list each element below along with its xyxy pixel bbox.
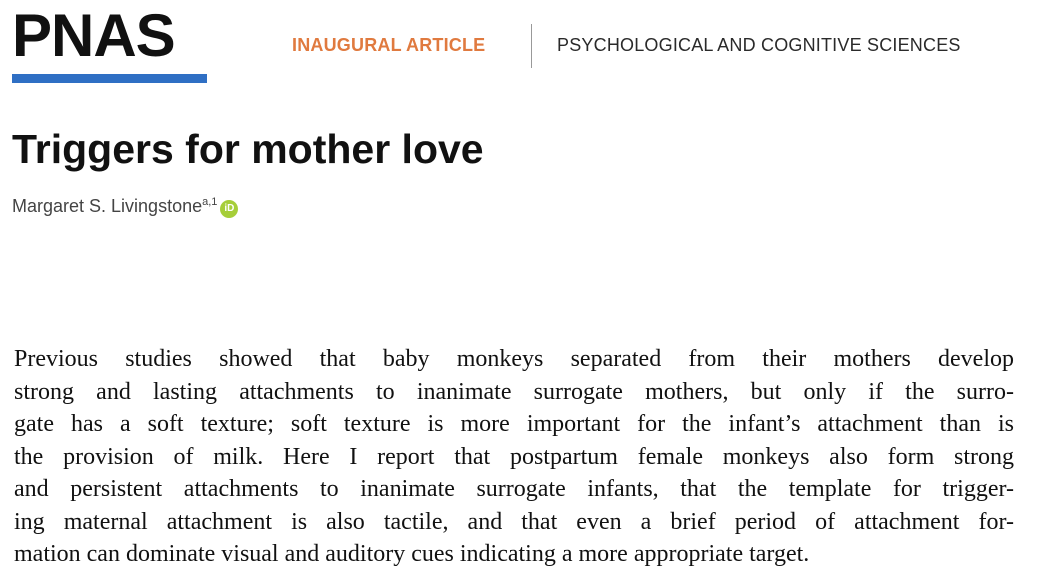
abstract-line: and persistent attachments to inanimate surrogate infants, that the template for trigger- [14, 476, 1014, 502]
abstract-line: ing maternal attachment is also tactile, and that even a brief period of attachment for- [14, 508, 1014, 535]
journal-logo[interactable] [12, 2, 208, 84]
abstract-line: mation can dominate visual and auditory cues indicating a more appropriate target. [14, 541, 810, 567]
abstract-line: strong and lasting attachments to inanimate surrogate mothers, but only if the surro- [14, 378, 1014, 405]
author-line [12, 194, 238, 218]
article-type-label: INAUGURAL ARTICLE [292, 35, 486, 55]
header-divider [531, 24, 532, 68]
article-title: Triggers for mother love [12, 126, 484, 172]
author-name[interactable]: Margaret S. Livingstone [12, 196, 203, 216]
journal-logo-text: PNAS [12, 2, 175, 69]
abstract-line: the provision of milk. Here I report that postpartum female monkeys also form strong [14, 443, 1014, 470]
abstract-line: Previous studies showed that baby monkeys separated from their mothers develop [14, 346, 1014, 372]
abstract [14, 343, 1014, 571]
section-label: PSYCHOLOGICAL AND COGNITIVE SCIENCES [557, 35, 961, 55]
affiliation-marks[interactable]: a,1 [202, 196, 218, 208]
logo-underline-bar [12, 74, 207, 83]
abstract-line: gate has a soft texture; soft texture is more important for the infant’s attachment than is [14, 411, 1014, 437]
orcid-icon[interactable]: iD [220, 200, 238, 218]
